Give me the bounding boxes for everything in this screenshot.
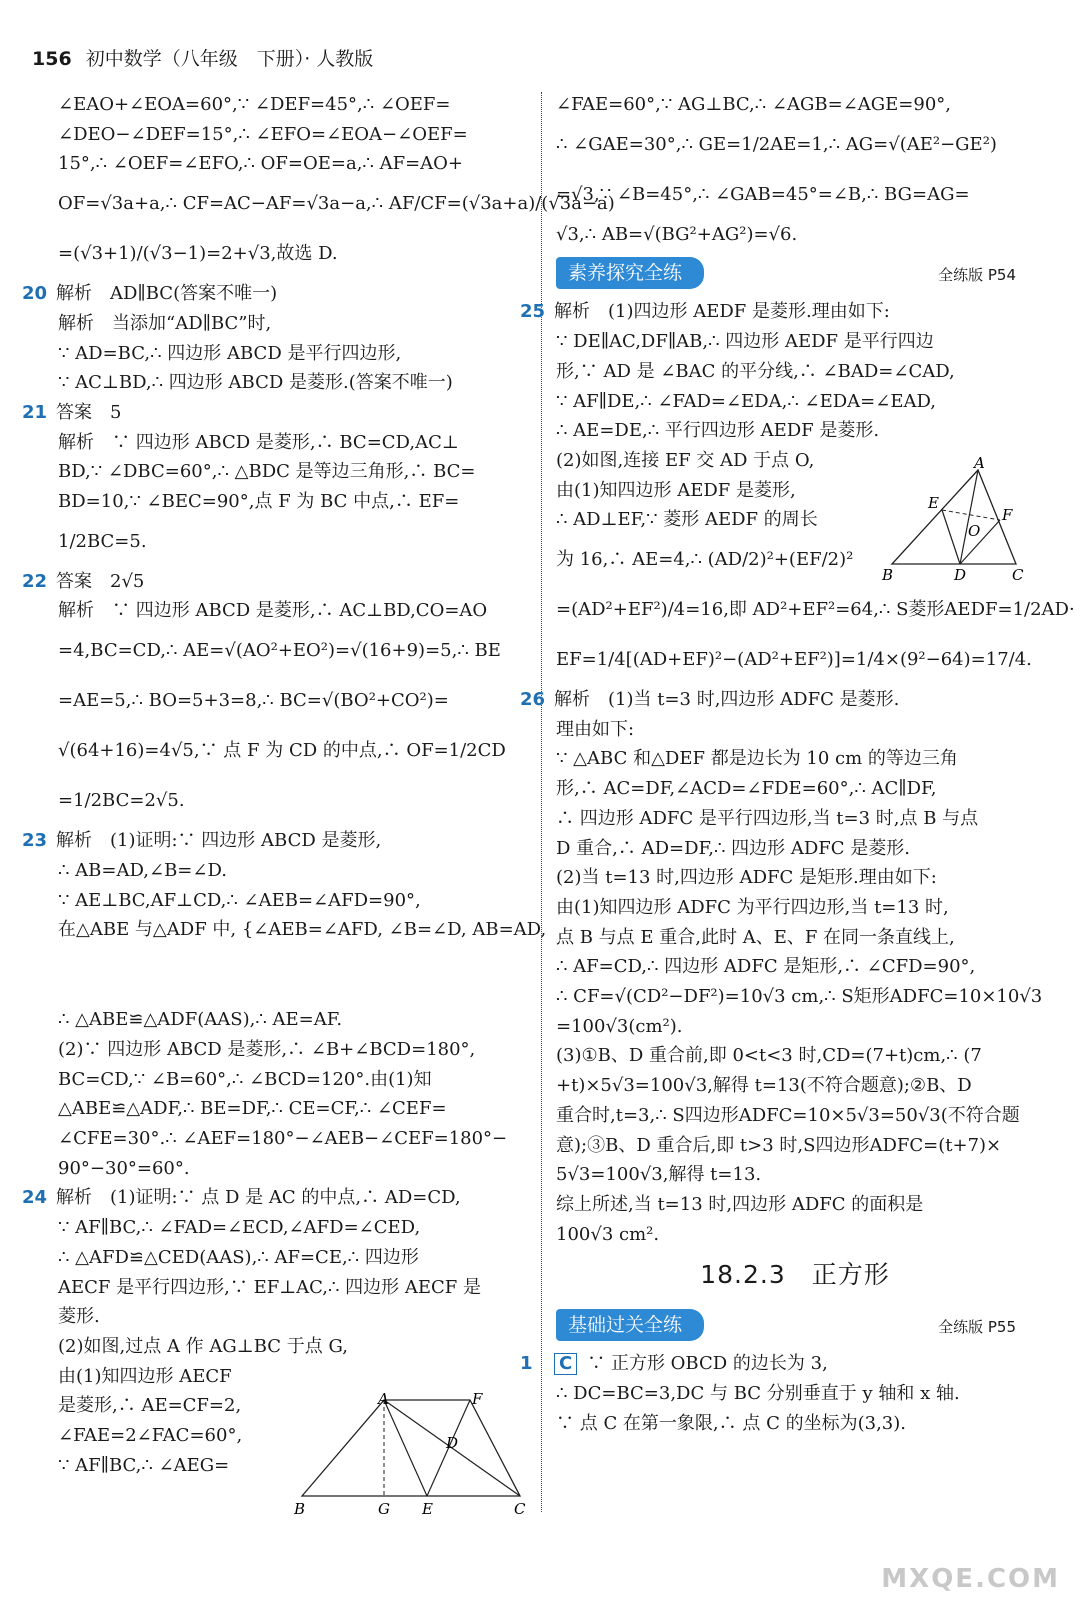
page-number: 156 bbox=[32, 48, 72, 70]
section-banner bbox=[556, 1309, 1034, 1343]
text-line: ∵ AF∥DE,∴ ∠FAD=∠EDA,∴ ∠EDA=∠EAD, bbox=[556, 390, 936, 412]
question-1 bbox=[520, 1349, 1034, 1438]
text-line: ∠DEO−∠DEF=15°,∴ ∠EFO=∠EOA−∠OEF= bbox=[58, 123, 468, 145]
text-line: ∴ AE=DE,∴ 平行四边形 AEDF 是菱形. bbox=[556, 420, 880, 442]
text-line: ∴ DC=BC=3,DC 与 BC 分别垂直于 y 轴和 x 轴. bbox=[556, 1383, 960, 1405]
question-number: 25 bbox=[520, 301, 546, 323]
text-line: =√3,∵ ∠B=45°,∴ ∠GAB=45°=∠B,∴ BG=AG= bbox=[556, 183, 970, 205]
text-line: ∵ AF∥BC,∴ ∠AEG= bbox=[58, 1454, 230, 1476]
text-line: 由(1)知四边形 AECF bbox=[58, 1365, 232, 1387]
text-line: 100√3 cm². bbox=[556, 1223, 660, 1245]
text-line: ∵ AE⊥BC,AF⊥CD,∴ ∠AEB=∠AFD=90°, bbox=[58, 889, 421, 911]
text-line: =(AD²+EF²)/4=16,即 AD²+EF²=64,∴ S菱形AEDF=1/2AD· bbox=[556, 599, 1075, 621]
label-C: C bbox=[1012, 566, 1024, 584]
label-E: E bbox=[422, 1500, 433, 1518]
text-line: =(√3+1)/(√3−1)=2+√3,故选 D. bbox=[58, 243, 338, 265]
section-title: 18.2.3 正方形 bbox=[700, 1260, 890, 1290]
label-B: B bbox=[882, 566, 894, 584]
text-line: ∴ △AFD≌△CED(AAS),∴ AF=CE,∴ 四边形 bbox=[58, 1246, 419, 1268]
text-line: √3,∴ AB=√(BG²+AG²)=√6. bbox=[556, 223, 798, 245]
text-line: 点 B 与点 E 重合,此时 A、E、F 在同一条直线上, bbox=[556, 926, 955, 948]
text-line: ∴ 四边形 ADFC 是平行四边形,当 t=3 时,点 B 与点 bbox=[556, 807, 979, 829]
question-number: 26 bbox=[520, 689, 546, 711]
question-number: 24 bbox=[22, 1187, 48, 1209]
text-line: ∠FAE=60°,∵ AG⊥BC,∴ ∠AGB=∠AGE=90°, bbox=[556, 94, 951, 115]
text-line: ∴ AB=AD,∠B=∠D. bbox=[58, 859, 227, 881]
question-number: 23 bbox=[22, 830, 48, 852]
text-line: =4,BC=CD,∴ AE=√(AO²+EO²)=√(16+9)=5,∴ BE bbox=[58, 640, 501, 662]
text-line: 意);③B、D 重合后,即 t>3 时,S四边形ADFC=(t+7)× bbox=[556, 1134, 1002, 1156]
section-banner bbox=[556, 257, 1034, 291]
text-line: =100√3(cm²). bbox=[556, 1015, 683, 1037]
right-column bbox=[520, 90, 1075, 1439]
banner-label: 素养探究全练 bbox=[556, 257, 704, 289]
text-line: 答案 2√5 bbox=[56, 570, 145, 592]
text-line: ∵ 点 C 在第一象限,∴ 点 C 的坐标为(3,3). bbox=[556, 1412, 906, 1434]
text-line: △ABE≌△ADF,∴ BE=DF,∴ CE=CF,∴ ∠CEF= bbox=[58, 1098, 447, 1120]
text-line: 由(1)知四边形 AEDF 是菱形, bbox=[556, 479, 796, 501]
question-22 bbox=[22, 567, 530, 826]
question-number: 1 bbox=[520, 1353, 533, 1375]
text-line: ∵ AF∥BC,∴ ∠FAD=∠ECD,∠AFD=∠CED, bbox=[58, 1217, 421, 1239]
text-line: =1/2BC=2√5. bbox=[58, 790, 185, 812]
text-line: 理由如下: bbox=[556, 718, 635, 740]
text-line: (3)①B、D 重合前,即 0<t<3 时,CD=(7+t)cm,∴ (7 bbox=[556, 1045, 982, 1067]
text-line: 重合时,t=3,∴ S四边形ADFC=10×5√3=50√3(不符合题 bbox=[556, 1104, 1020, 1126]
text-line: 在△ABE 与△ADF 中, {∠AEB=∠AFD, ∠B=∠D, AB=AD, bbox=[58, 919, 547, 941]
banner-ref: 全练版 P54 bbox=[938, 266, 1016, 285]
label-F: F bbox=[1002, 506, 1013, 524]
text-line: ∵ AC⊥BD,∴ 四边形 ABCD 是菱形.(答案不唯一) bbox=[58, 372, 453, 394]
text-line: ∵ AD=BC,∴ 四边形 ABCD 是平行四边形, bbox=[58, 342, 402, 364]
text-line: BD=10,∵ ∠BEC=90°,点 F 为 BC 中点,∴ EF= bbox=[58, 491, 460, 513]
question-21 bbox=[22, 398, 530, 567]
watermark: MXQE.COM bbox=[881, 1564, 1060, 1594]
text-line: =AE=5,∴ BO=5+3=8,∴ BC=√(BO²+CO²)= bbox=[58, 690, 449, 712]
text-line: ∴ △ABE≌△ADF(AAS),∴ AE=AF. bbox=[58, 1009, 343, 1031]
label-F: F bbox=[472, 1390, 483, 1408]
text-line: ∠EAO+∠EOA=60°,∵ ∠DEF=45°,∴ ∠OEF= bbox=[58, 94, 451, 115]
text-line: 解析 AD∥BC(答案不唯一) bbox=[56, 283, 278, 305]
text-line: (2)∵ 四边形 ABCD 是菱形,∴ ∠B+∠BCD=180°, bbox=[58, 1038, 476, 1060]
text-line: 解析 (1)证明:∵ 四边形 ABCD 是菱形, bbox=[56, 830, 382, 852]
text-line: 解析 ∵ 四边形 ABCD 是菱形,∴ BC=CD,AC⊥ bbox=[58, 431, 459, 453]
text-line: (2)如图,过点 A 作 AG⊥BC 于点 G, bbox=[58, 1335, 348, 1357]
question-26 bbox=[520, 685, 1043, 1249]
text-line: ∴ CF=√(CD²−DF²)=10√3 cm,∴ S矩形ADFC=10×10√3 bbox=[556, 986, 1043, 1008]
text-line: ∴ ∠GAE=30°,∴ GE=1/2AE=1,∴ AG=√(AE²−GE²) bbox=[556, 133, 997, 155]
text-line: 形,∵ AD 是 ∠BAC 的平分线,∴ ∠BAD=∠CAD, bbox=[556, 360, 955, 382]
text-line: ∠CFE=30°.∴ ∠AEF=180°−∠AEB−∠CEF=180°− bbox=[58, 1128, 508, 1150]
label-E: E bbox=[928, 494, 939, 512]
label-C: C bbox=[514, 1500, 526, 1518]
question-23 bbox=[22, 826, 547, 1183]
text-line: ∠FAE=2∠FAC=60°, bbox=[58, 1425, 243, 1447]
text-line: 由(1)知四边形 ADFC 为平行四边形,当 t=13 时, bbox=[556, 896, 949, 918]
text-line: EF=1/4[(AD+EF)²−(AD²+EF²)]=1/4×(9²−64)=17/4. bbox=[556, 649, 1032, 671]
banner-ref: 全练版 P55 bbox=[938, 1318, 1016, 1337]
label-G: G bbox=[378, 1500, 390, 1518]
text-line: ∵ △ABC 和△DEF 都是边长为 10 cm 的等边三角 bbox=[556, 748, 958, 770]
text-line: 解析 (1)当 t=3 时,四边形 ADFC 是菱形. bbox=[554, 689, 900, 711]
text-line: AECF 是平行四边形,∵ EF⊥AC,∴ 四边形 AECF 是 bbox=[58, 1276, 481, 1298]
figure-q24 bbox=[292, 1392, 532, 1520]
text-line: (2)如图,连接 EF 交 AD 于点 O, bbox=[556, 449, 815, 471]
book-title: 初中数学（八年级 下册）· 人教版 bbox=[85, 48, 374, 70]
text-line: 90°−30°=60°. bbox=[58, 1157, 190, 1179]
text-line: 解析 (1)证明:∵ 点 D 是 AC 的中点,∴ AD=CD, bbox=[56, 1187, 461, 1209]
question-number: 20 bbox=[22, 283, 48, 305]
text-line: 15°,∴ ∠OEF=∠EFO,∴ OF=OE=a,∴ AF=AO+ bbox=[58, 153, 463, 175]
label-A: A bbox=[378, 1390, 389, 1408]
text-line: 菱形. bbox=[58, 1306, 100, 1328]
page-header bbox=[32, 44, 373, 71]
text-line: (2)当 t=13 时,四边形 ADFC 是矩形.理由如下: bbox=[556, 867, 937, 889]
text-line: 是菱形,∴ AE=CF=2, bbox=[58, 1395, 242, 1417]
label-B: B bbox=[294, 1500, 306, 1518]
label-D: D bbox=[954, 566, 967, 584]
text-line: ∴ AF=CD,∴ 四边形 ADFC 是矩形,∴ ∠CFD=90°, bbox=[556, 956, 976, 978]
text-line: 解析 ∵ 四边形 ABCD 是菱形,∴ AC⊥BD,CO=AO bbox=[58, 600, 488, 622]
banner-label: 基础过关全练 bbox=[556, 1309, 704, 1341]
text-line: BC=CD,∵ ∠B=60°,∴ ∠BCD=120°.由(1)知 bbox=[58, 1068, 432, 1090]
question-number: 22 bbox=[22, 570, 48, 592]
text-line: 解析 (1)四边形 AEDF 是菱形.理由如下: bbox=[554, 301, 890, 323]
answer-box: C bbox=[554, 1353, 577, 1375]
text-line: ∵ 正方形 OBCD 的边长为 3, bbox=[587, 1353, 828, 1375]
text-line: D 重合,∴ AD=DF,∴ 四边形 ADFC 是菱形. bbox=[556, 837, 910, 859]
label-D: D bbox=[446, 1434, 459, 1452]
text-line: √(64+16)=4√5,∵ 点 F 为 CD 的中点,∴ OF=1/2CD bbox=[58, 740, 506, 762]
text-line: 5√3=100√3,解得 t=13. bbox=[556, 1164, 762, 1186]
text-line: 解析 当添加“AD∥BC”时, bbox=[58, 312, 272, 334]
question-20 bbox=[22, 279, 530, 398]
text-line: ∴ AD⊥EF,∵ 菱形 AEDF 的周长 bbox=[556, 509, 818, 531]
text-line: 综上所述,当 t=13 时,四边形 ADFC 的面积是 bbox=[556, 1193, 924, 1215]
text-line: 形,∴ AC=DF,∠ACD=∠FDE=60°,∴ AC∥DF, bbox=[556, 778, 937, 800]
question-number: 21 bbox=[22, 401, 48, 423]
label-A: A bbox=[974, 454, 985, 472]
figure-q25 bbox=[876, 454, 1036, 588]
text-line: 1/2BC=5. bbox=[58, 530, 147, 552]
text-line: 答案 5 bbox=[56, 401, 122, 423]
text-line: +t)×5√3=100√3,解得 t=13(不符合题意);②B、D bbox=[556, 1075, 972, 1097]
text-line: 为 16,∴ AE=4,∴ (AD/2)²+(EF/2)² bbox=[556, 549, 854, 571]
label-O: O bbox=[968, 522, 981, 540]
text-line: OF=√3a+a,∴ CF=AC−AF=√3a−a,∴ AF/CF=(√3a+a)/(√3a−a) bbox=[58, 193, 615, 215]
text-line: BD,∵ ∠DBC=60°,∴ △BDC 是等边三角形,∴ BC= bbox=[58, 461, 476, 483]
text-line: ∵ DE∥AC,DF∥AB,∴ 四边形 AEDF 是平行四边 bbox=[556, 331, 934, 353]
